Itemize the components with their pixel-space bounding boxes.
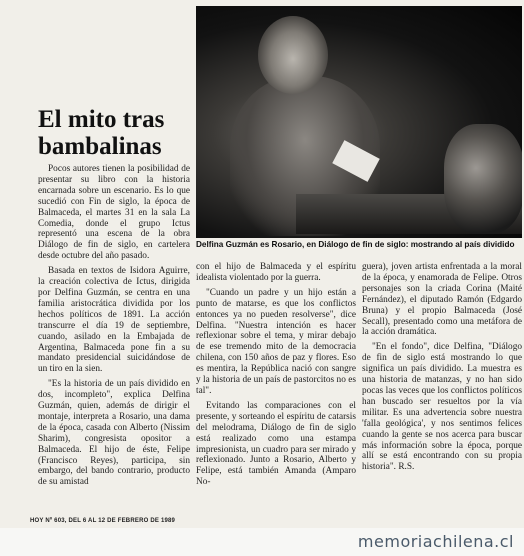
- paragraph: "En el fondo", dice Delfina, "Diálogo de fin de siglo está mostrando lo que significa un país dividido. La muestra es una historia de matanzas, y no han sido pocas las veces que los conflictos políticos han buscado ser resueltos por la vía militar. Es una advertencia sobre nuestra 'falla geológica', y nos sentimos felices cuando la gente se nos acerca para buscar más información sobre la época, porque allí se está encontrando con su propia historia". R.S.: [362, 342, 522, 473]
- publication-footer: HOY Nº 603, DEL 6 AL 12 DE FEBRERO DE 1989: [30, 518, 176, 524]
- article-column-1: [38, 164, 190, 492]
- article-column-3: [362, 262, 522, 477]
- paragraph: con el hijo de Balmaceda y el espíritu idealista violentado por la guerra.: [196, 262, 356, 283]
- paragraph: "Cuando un padre y un hijo están a punto de matarse, es que los conflictos entonces ya no pueden resolverse", dice Delfina. "Nuestra intención es hacer reflexionar sobre el tema, y mirar debajo de ese tremendo mito de la democracia chilena, con 150 años de paz y flores. Eso es mentira, la República nació con sangre y la historia de un país de pastorcitos no es tal".: [196, 287, 356, 396]
- photo-caption: Delfina Guzmán es Rosario, en Diálogo de fin de siglo: mostrando al país dividido: [196, 240, 515, 249]
- site-watermark: memoriachilena.cl: [357, 532, 514, 551]
- paragraph: Evitando las comparaciones con el presente, y sorteando el espíritu de catarsis del melodrama, Diálogo de fin de siglo está realizado como una estampa impresionista, un cuadro para ser mirado y reflexionado. Junto a Rosario, Alberto y Felipe, está también Amanda (Amparo No-: [196, 400, 356, 488]
- paragraph: Basada en textos de Isidora Aguirre, la creación colectiva de Ictus, dirigida por Delfina Guzmán, se centra en una familia aristocrática dividida por los hechos políticos de 1891. La acción transcurre el día 19 de septiembre, cuando, asilado en la Embajada de Argentina, Balmaceda pone fin a su mandato presidencial suicidándose de un tiro en la sien.: [38, 266, 190, 375]
- paragraph: guera), joven artista enfrentada a la moral de la época, y enamorada de Felipe. Otros personajes son la criada Corina (Maité Fernández), el diputado Ramón (Edgardo Bruna) y el propio Balmaceda (José Secall), presentado como una metáfora de la acción dramática.: [362, 262, 522, 338]
- paragraph: "Es la historia de un país dividido en dos, incompleto", explica Delfina Guzmán, quien, además de dirigir el montaje, interpreta a Rosario, una dama de la época, casada con Alberto (Nissim Sharim), congresista opositor a Balmaceda. El hijo de éste, Felipe (Francisco Reyes), participa, sin embargo, del bando contrario, producto de su amistad: [38, 379, 190, 488]
- actress-head: [258, 16, 328, 94]
- stage-photo: [196, 6, 522, 238]
- article-column-2: [196, 262, 356, 492]
- article-headline: El mito tras bambalinas: [38, 106, 165, 160]
- paragraph: Pocos autores tienen la posibilidad de presentar su libro con la historia encarnada sobre un escenario. Es lo que sucedió con Fin de siglo, la época de Balmaceda, el martes 31 en la sala La Comedia, donde el grupo Ictus representó una escena de la obra Diálogo de fin de siglo, en cartelera desde octubre del año pasado.: [38, 164, 190, 262]
- flowers-prop: [444, 124, 522, 234]
